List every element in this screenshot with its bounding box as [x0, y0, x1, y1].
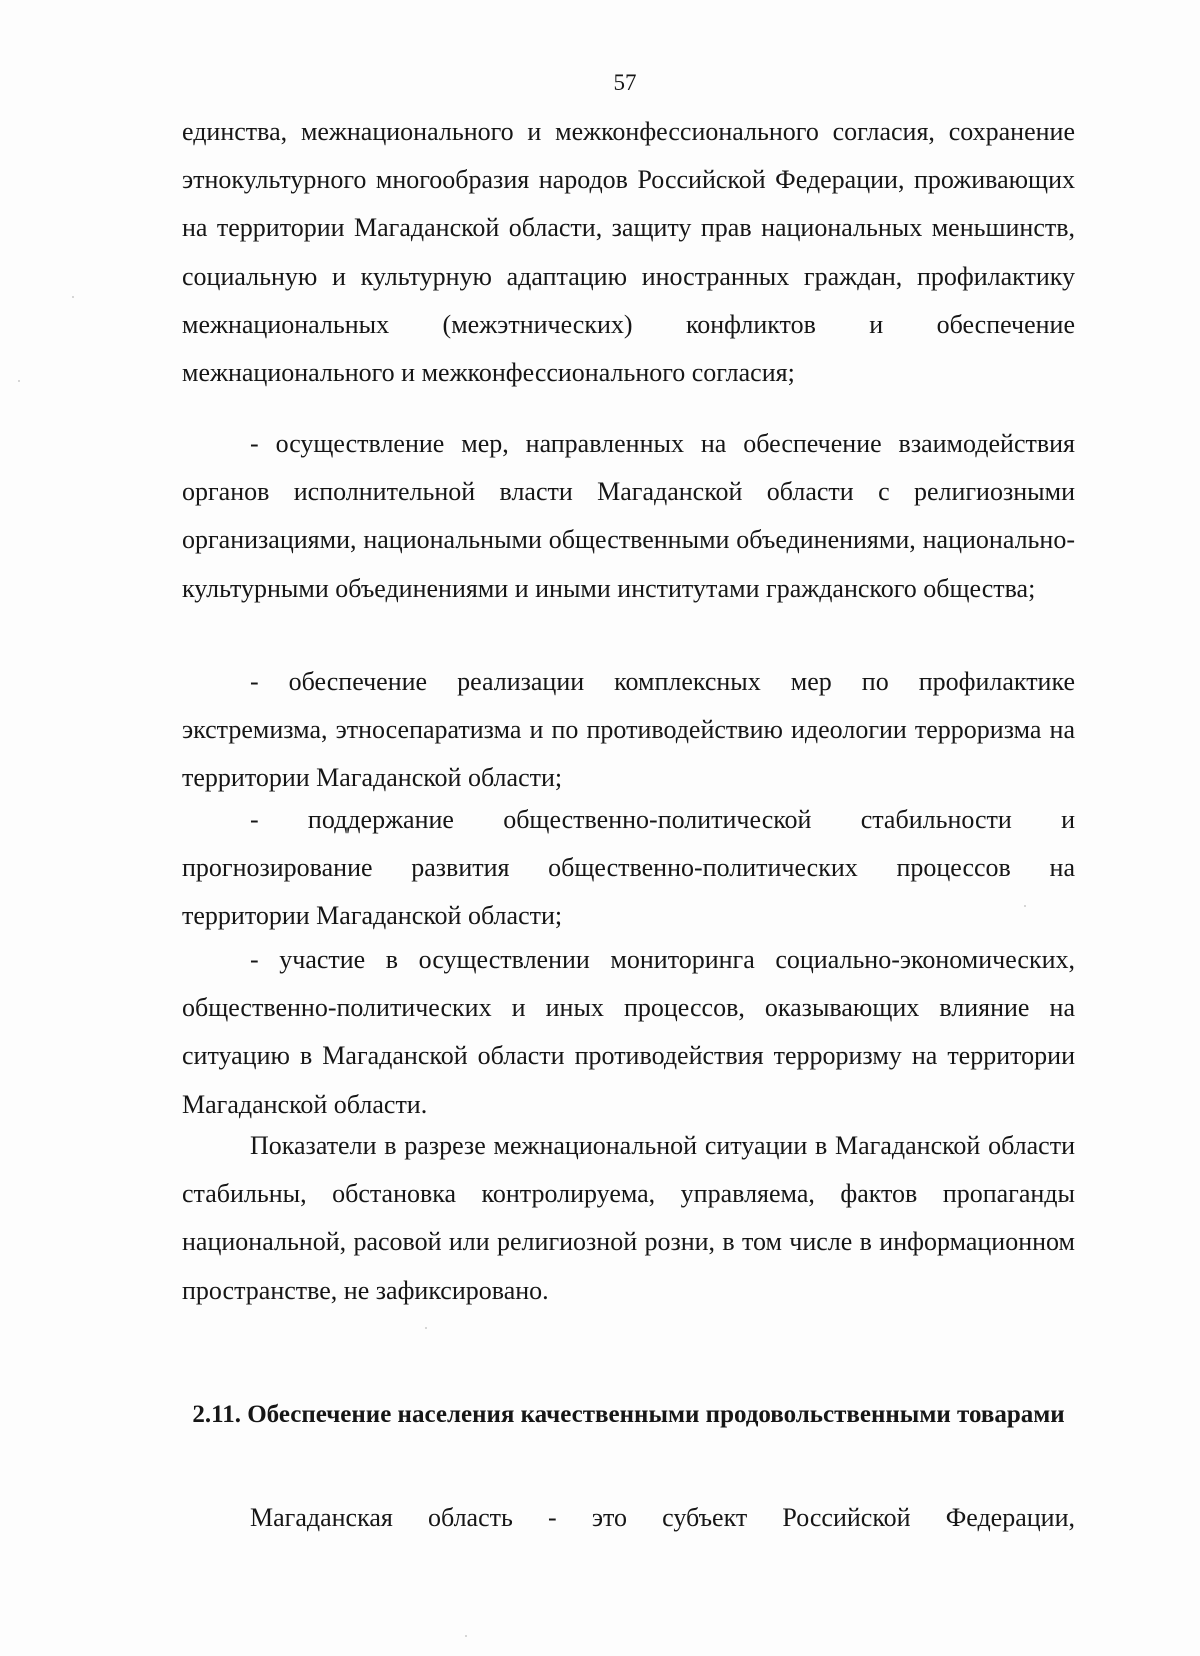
page-number: 57 [613, 70, 637, 95]
paragraph-2: - осуществление мер, направленных на обеспечение взаимодействия органов исполнительной власти Магаданской области с религиозными организациями, национальными общественными объединениями, национально-культурными объединениями и иными институтами гражданского общества; [182, 429, 1075, 603]
section-heading: 2.11. Обеспечение населения качественными продовольственными товарами [192, 1401, 1065, 1428]
body-text-block-3 [182, 658, 1075, 803]
paragraph-1: единства, межнационального и межконфессионального согласия, сохранение этнокультурного многообразия народов Российской Федерации, проживающих на территории Магаданской области, защиту прав национальных меньшинств, социальную и культурную адаптацию иностранных граждан, профилактику межнациональных (межэтнических) конфликтов и обеспечение межнационального и межконфессионального согласия; [182, 117, 1075, 388]
body-text-block-4 [182, 796, 1075, 941]
paragraph-3: - обеспечение реализации комплексных мер по профилактике экстремизма, этносепаратизма и по противодействию идеологии терроризма на территории Магаданской области; [182, 667, 1075, 793]
body-text-block-1 [182, 108, 1075, 397]
paragraph-5: - участие в осуществлении мониторинга социально-экономических, общественно-политических и иных процессов, оказывающих влияние на ситуацию в Магаданской области противодействия терроризму на территории Магаданской области. [182, 945, 1075, 1119]
scan-speck [72, 296, 74, 298]
body-text-block-6 [182, 1122, 1075, 1315]
scan-speck [425, 1327, 427, 1329]
scan-speck [1024, 905, 1026, 907]
paragraph-4: - поддержание общественно-политической стабильности и прогнозирование развития общественно-политических процессов на территории Магаданской области; [182, 805, 1075, 931]
scan-speck [465, 1635, 467, 1637]
paragraph-7: Магаданская область - это субъект Российской Федерации, [250, 1503, 1075, 1532]
paragraph-6: Показатели в разрезе межнациональной ситуации в Магаданской области стабильны, обстановка контролируема, управляема, фактов пропаганды национальной, расовой или религиозной розни, в том числе в информационном пространстве, не зафиксировано. [182, 1131, 1075, 1305]
scan-speck [18, 380, 20, 382]
body-text-block-2 [182, 420, 1075, 613]
body-text-block-5 [182, 936, 1075, 1129]
